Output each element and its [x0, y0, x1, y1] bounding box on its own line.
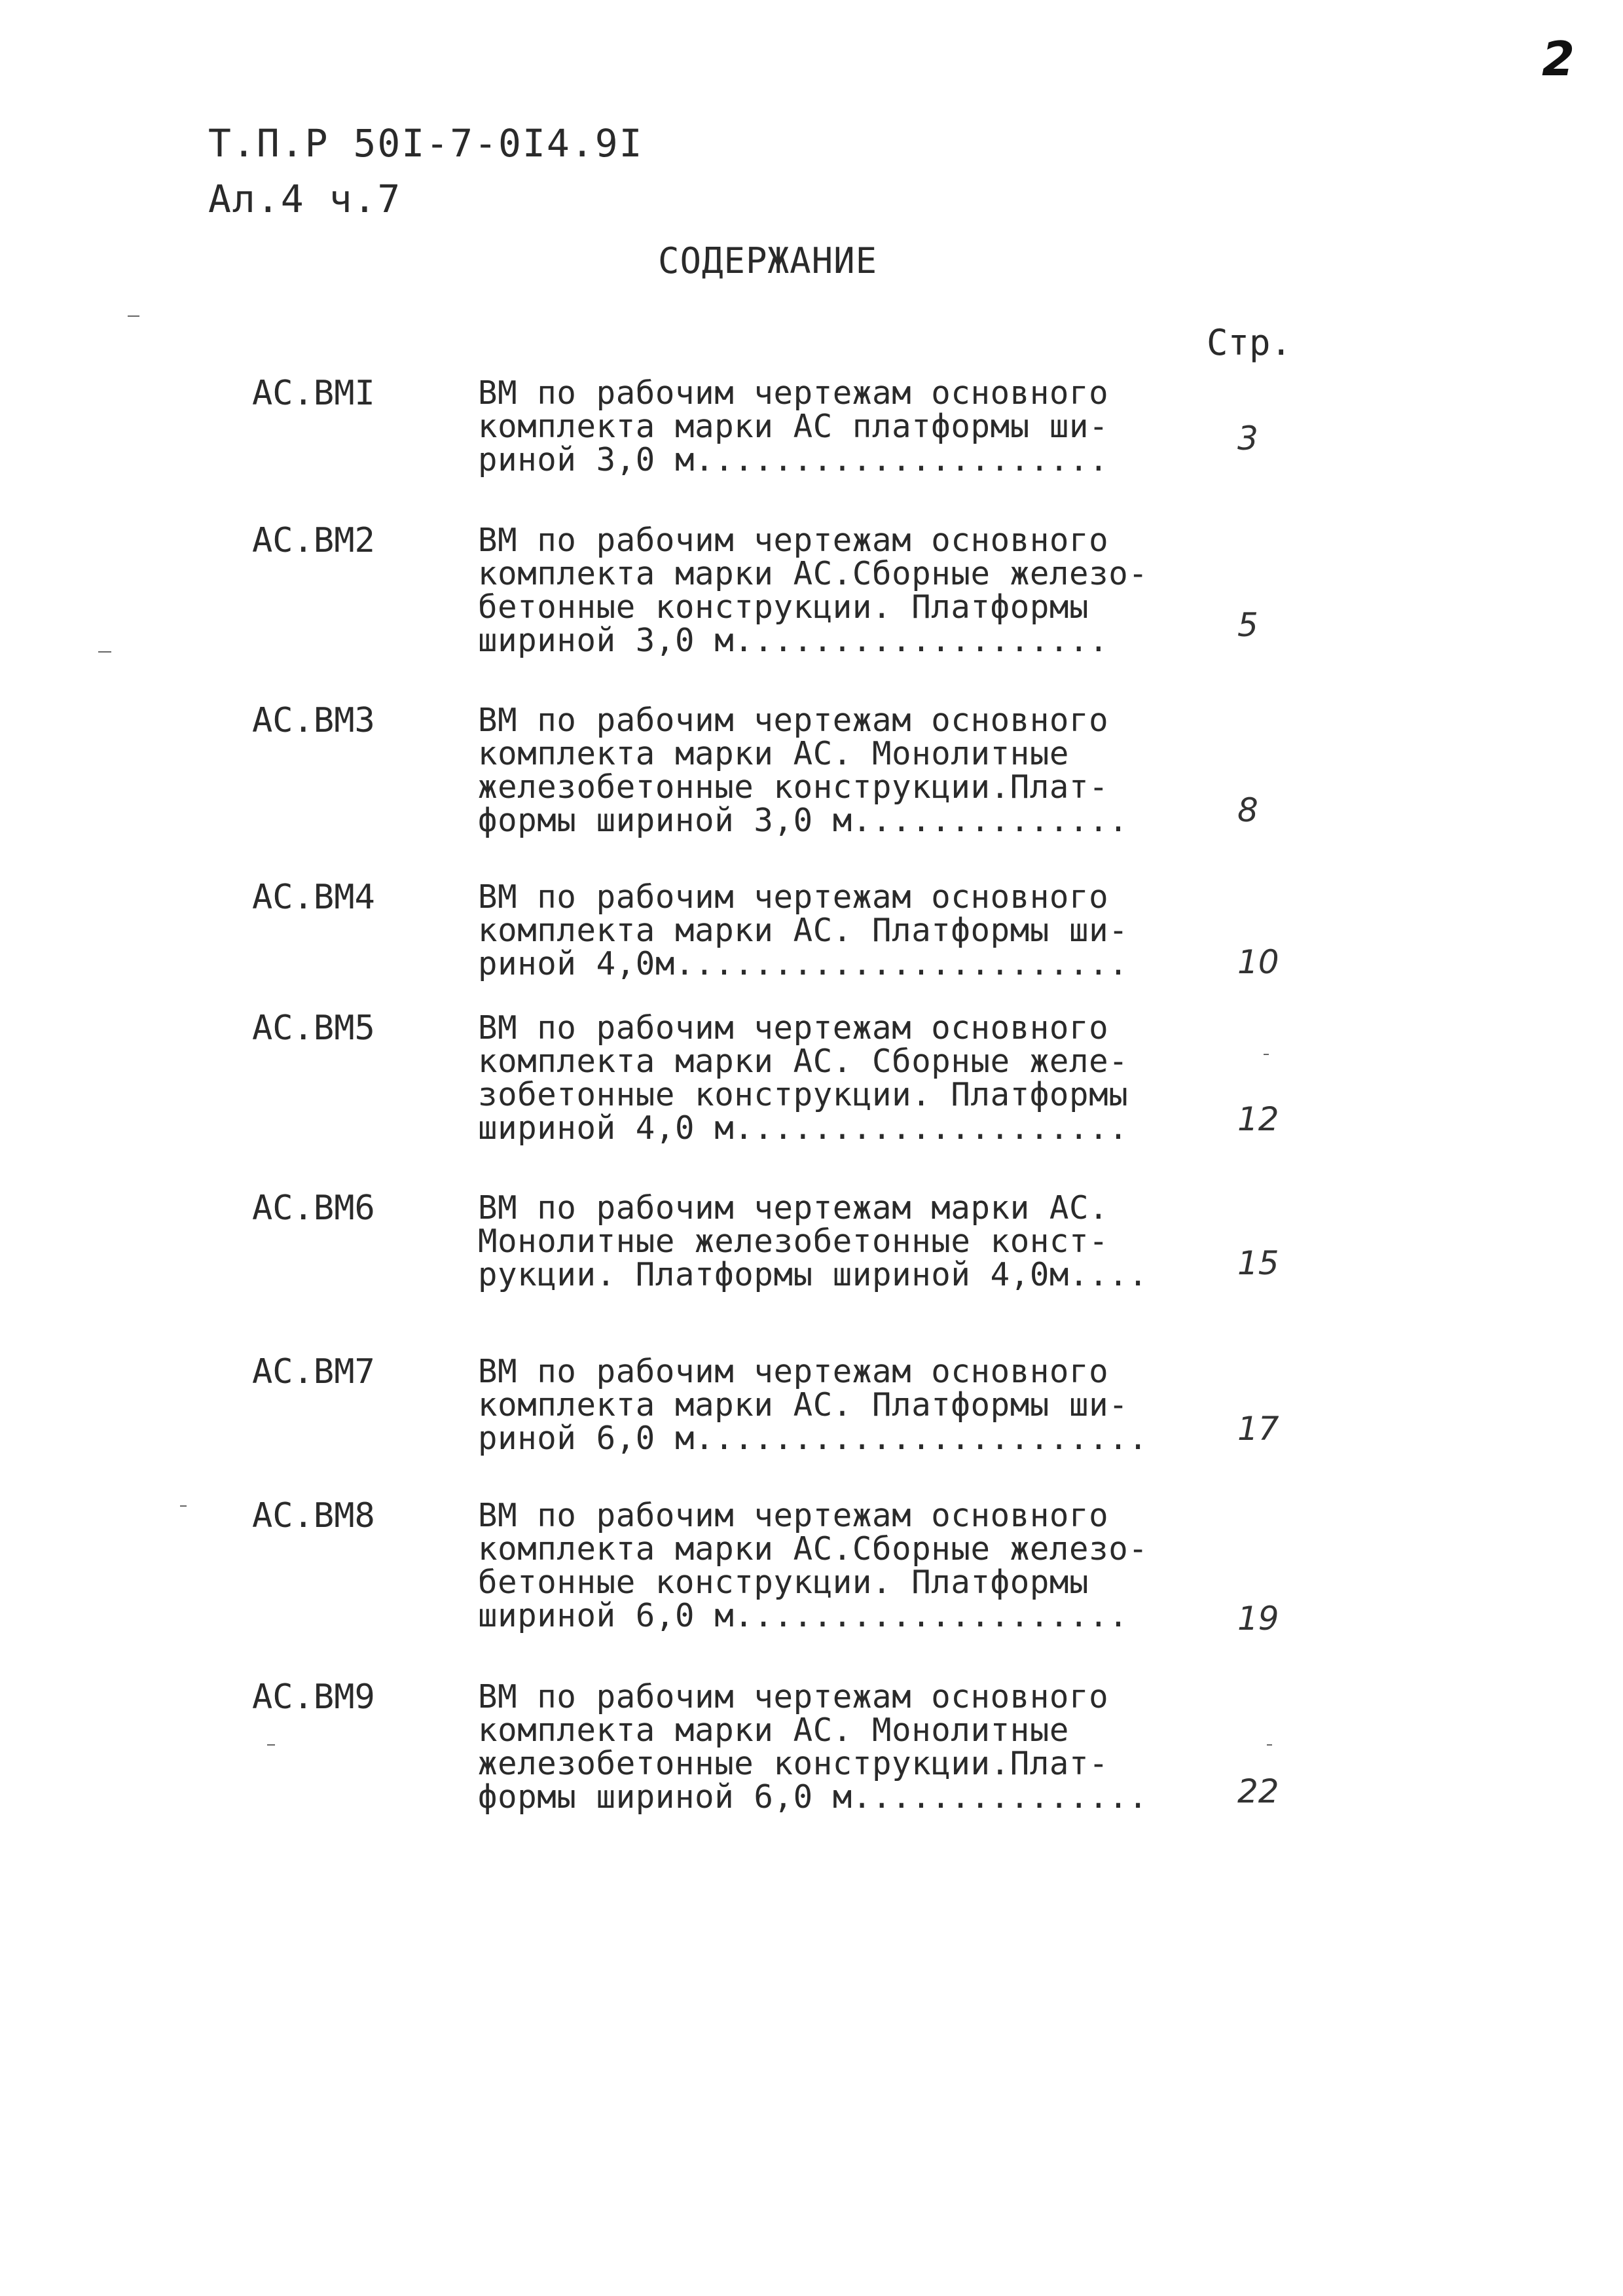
document-code: Т.П.Р 50I-7-0I4.9I	[208, 121, 644, 166]
entry-line: комплекта марки АС платформы ши-	[478, 408, 1109, 445]
entry-line: формы шириной 6,0 м...............	[478, 1778, 1148, 1816]
entry-line: комплекта марки АС. Монолитные	[478, 1712, 1070, 1749]
page-column-header: Стр.	[1207, 322, 1292, 363]
entry-line: шириной 4,0 м....................	[478, 1109, 1129, 1147]
entry-line: зобетонные конструкции. Платформы	[478, 1076, 1129, 1113]
entry-code: АС.ВМ6	[252, 1189, 375, 1228]
scan-speck	[180, 1505, 187, 1507]
entry-line: бетонные конструкции. Платформы	[478, 1564, 1089, 1601]
entry-line: комплекта марки АС. Платформы ши-	[478, 1386, 1129, 1424]
entry-line: ВМ по рабочим чертежам основного	[478, 374, 1109, 412]
entry-line: ВМ по рабочим чертежам основного	[478, 1009, 1109, 1047]
entry-line: шириной 6,0 м....................	[478, 1597, 1129, 1634]
entry-code: АС.ВМI	[252, 374, 375, 413]
entry-description	[478, 524, 1205, 657]
entry-line: Монолитные железобетонные конст-	[478, 1223, 1109, 1260]
entry-description	[478, 376, 1205, 476]
entry-page-number: 17	[1237, 1410, 1279, 1448]
entry-line: ВМ по рабочим чертежам марки АС.	[478, 1189, 1109, 1227]
entry-line: шириной 3,0 м...................	[478, 622, 1109, 659]
scan-speck	[1264, 1054, 1269, 1055]
entry-description	[478, 704, 1205, 837]
entry-line: ВМ по рабочим чертежам основного	[478, 1353, 1109, 1390]
sheet-number: 2	[1542, 31, 1575, 86]
entry-code: АС.ВМ3	[252, 701, 375, 740]
entry-description	[478, 1680, 1205, 1814]
entry-page-number: 19	[1237, 1600, 1279, 1638]
entry-line: формы шириной 3,0 м..............	[478, 802, 1129, 839]
entry-page-number: 22	[1237, 1772, 1279, 1810]
entry-code: АС.ВМ4	[252, 878, 375, 917]
entry-line: риной 6,0 м.......................	[478, 1420, 1148, 1457]
entry-line: комплекта марки АС. Монолитные	[478, 735, 1070, 772]
entry-code: АС.ВМ9	[252, 1677, 375, 1717]
entry-line: риной 4,0м.......................	[478, 945, 1129, 982]
entry-description	[478, 1191, 1205, 1291]
entry-line: риной 3,0 м.....................	[478, 441, 1109, 478]
entry-code: АС.ВМ7	[252, 1352, 375, 1391]
entry-page-number: 12	[1237, 1100, 1279, 1138]
entry-line: комплекта марки АС. Сборные желе-	[478, 1043, 1129, 1080]
entry-line: комплекта марки АС.Сборные железо-	[478, 1530, 1148, 1568]
scan-speck	[267, 1744, 275, 1746]
entry-line: комплекта марки АС.Сборные железо-	[478, 555, 1148, 592]
entry-line: железобетонные конструкции.Плат-	[478, 1745, 1109, 1782]
page-title: СОДЕРЖАНИЕ	[658, 240, 878, 281]
entry-page-number: 5	[1237, 606, 1258, 644]
entry-page-number: 8	[1237, 791, 1258, 829]
entry-line: ВМ по рабочим чертежам основного	[478, 1678, 1109, 1715]
document-part: Ал.4 ч.7	[208, 177, 402, 221]
entry-code: АС.ВМ5	[252, 1009, 375, 1048]
entry-page-number: 10	[1237, 943, 1279, 981]
entry-description	[478, 1355, 1205, 1455]
scan-speck	[1267, 1744, 1272, 1746]
entry-page-number: 3	[1237, 420, 1258, 457]
entry-code: АС.ВМ8	[252, 1496, 375, 1535]
entry-line: ВМ по рабочим чертежам основного	[478, 1497, 1109, 1534]
scan-speck	[98, 651, 111, 653]
entry-line: ВМ по рабочим чертежам основного	[478, 522, 1109, 559]
entry-description	[478, 1011, 1205, 1145]
entry-line: железобетонные конструкции.Плат-	[478, 768, 1109, 806]
scan-speck	[128, 315, 139, 317]
entry-line: ВМ по рабочим чертежам основного	[478, 878, 1109, 916]
entry-line: комплекта марки АС. Платформы ши-	[478, 912, 1129, 949]
entry-page-number: 15	[1237, 1244, 1279, 1282]
entry-description	[478, 880, 1205, 980]
entry-code: АС.ВМ2	[252, 521, 375, 560]
entry-description	[478, 1499, 1205, 1632]
entry-line: рукции. Платформы шириной 4,0м....	[478, 1256, 1148, 1293]
entry-line: ВМ по рабочим чертежам основного	[478, 702, 1109, 739]
entry-line: бетонные конструкции. Платформы	[478, 588, 1089, 626]
